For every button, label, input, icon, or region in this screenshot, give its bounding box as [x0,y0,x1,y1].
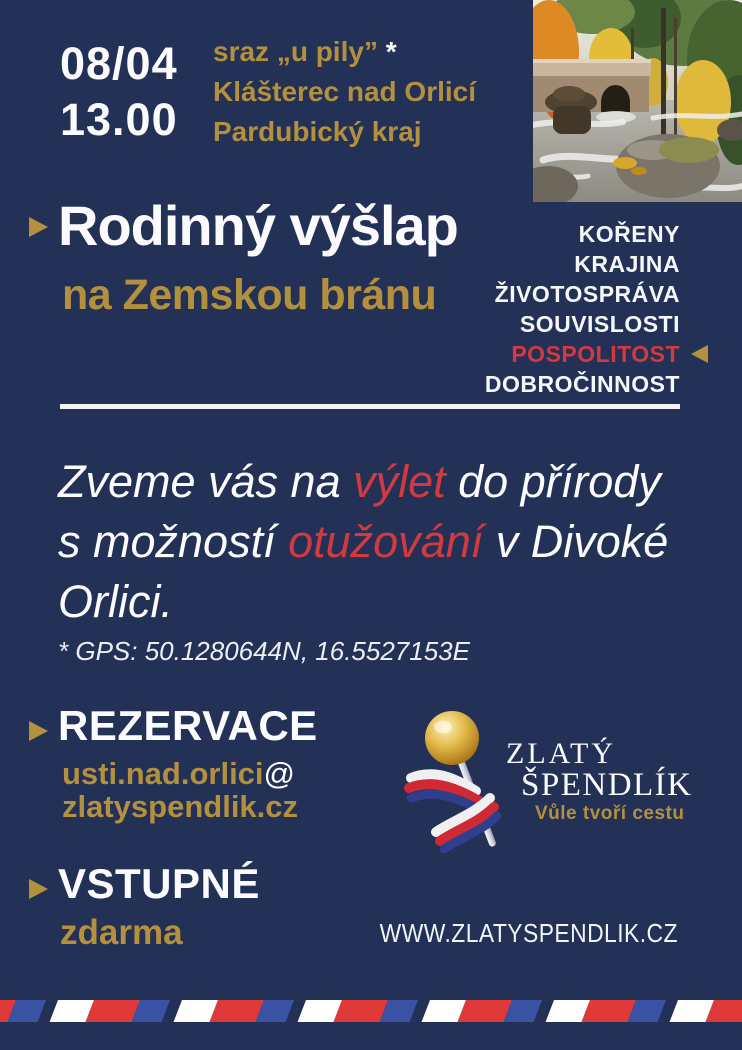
event-date: 08/04 [60,38,178,89]
value-item: KRAJINA [574,251,680,277]
value-item: DOBROČINNOST [484,371,680,397]
reservation-heading: REZERVACE [58,702,318,749]
meeting-region: Pardubický kraj [213,116,422,147]
nature-photo [533,0,742,202]
arrow-left-icon [691,345,708,363]
arrow-right-icon [29,879,48,899]
admission-heading: VSTUPNÉ [58,860,260,907]
email-user: usti.nad.orlici [62,756,264,791]
value-item: SOUVISLOSTI [519,311,680,337]
meeting-place: sraz „u pily” [213,36,378,67]
divider-line [60,404,680,409]
tricolor-stripe-decoration [0,1000,742,1022]
logo-name-line1: ZLATÝ [506,737,616,770]
logo-name-line2: ŠPENDLÍK [521,767,693,803]
website-url[interactable]: WWW.ZLATYSPENDLIK.CZ [379,918,678,948]
email-line-2: zlatyspendlik.cz [62,789,299,824]
arrow-right-icon [29,217,48,237]
invitation-line: Orlici. [58,576,173,627]
invitation-line: Zveme vás na výlet do přírody [58,456,661,507]
highlight-word-trip: výlet [353,456,446,507]
value-item-highlighted [485,339,680,369]
meeting-town: Klášterec nad Orlicí [213,76,477,107]
invitation-text [58,452,718,632]
event-subtitle: na Zemskou bránu [62,271,437,319]
golden-pin-logo-icon [402,692,532,862]
logo-tagline: Vůle tvoří cestu [535,803,685,824]
event-title: Rodinný výšlap [58,194,458,257]
value-item-highlighted-label: POSPOLITOST [511,341,680,367]
pin-with-tricolor-ribbon [402,692,532,862]
arrow-right-icon [29,721,48,741]
values-list [485,219,680,399]
forest-stream-bridge-illustration [533,0,742,202]
invitation-line: s možností otužování v Divoké [58,516,669,567]
reservation-email[interactable] [62,757,298,823]
value-item: ŽIVOTOSPRÁVA [494,281,680,307]
meeting-info [213,32,476,152]
gps-coordinates: * GPS: 50.1280644N, 16.5527153E [58,636,470,666]
footnote-star: * [385,36,397,67]
email-line-1 [62,757,298,790]
highlight-word-coldwater: otužování [288,516,484,567]
email-at-sign: @ [263,756,296,791]
event-time: 13.00 [60,94,178,145]
admission-value: zdarma [60,913,183,952]
value-item: KOŘENY [578,221,680,247]
meeting-place-line [213,32,476,72]
